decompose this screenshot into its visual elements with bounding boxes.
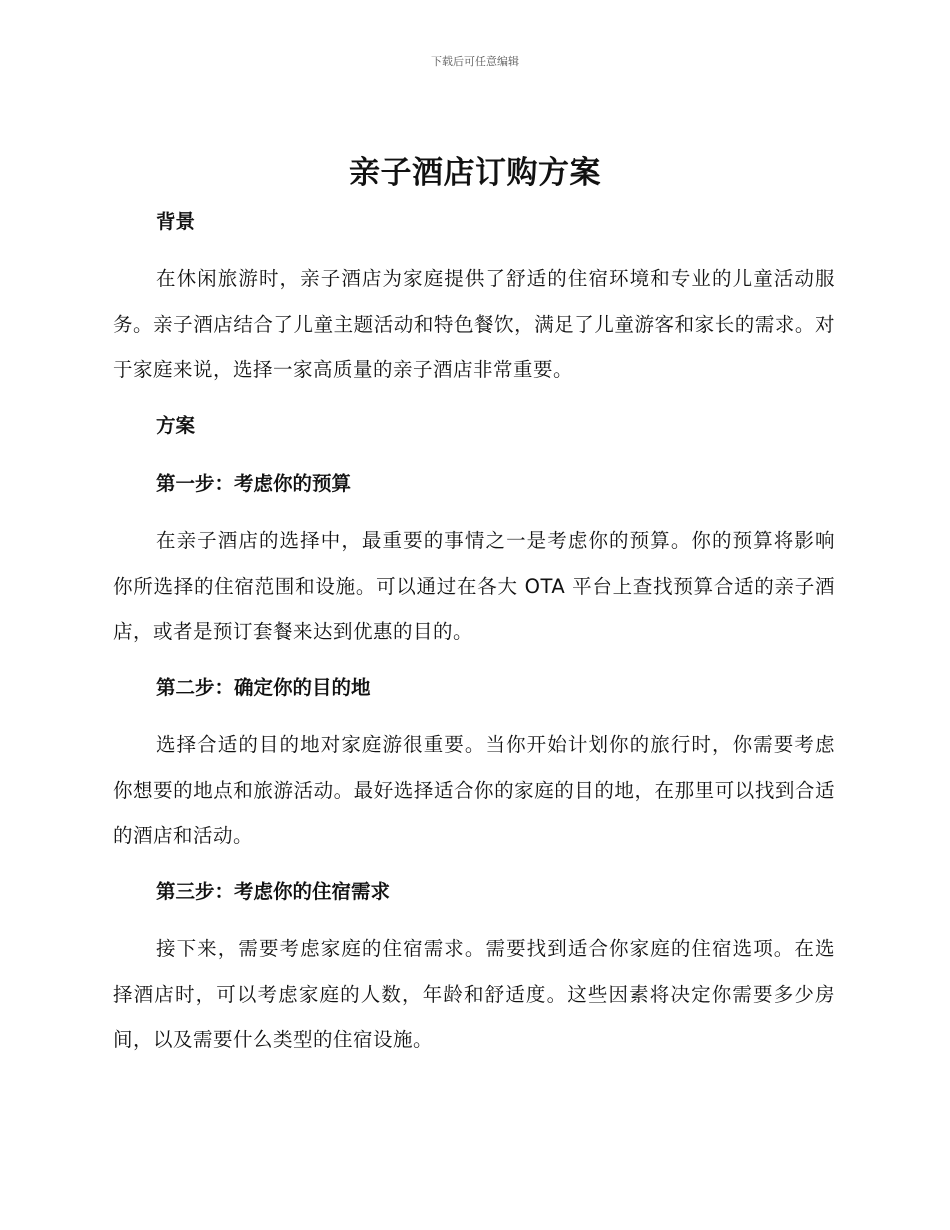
header-note: 下载后可任意编辑 (431, 55, 519, 68)
plan-heading: 方案 (156, 414, 196, 437)
step3-paragraph: 接下来，需要考虑家庭的住宿需求。需要找到适合你家庭的住宿选项。在选择酒店时，可以考虑家庭的人数，年龄和舒适度。这些因素将决定你需要多少房间，以及需要什么类型的住宿设施。 (113, 937, 835, 1051)
step2-heading: 第二步：确定你的目的地 (156, 676, 371, 699)
step1-paragraph: 在亲子酒店的选择中，最重要的事情之一是考虑你的预算。你的预算将影响你所选择的住宿范围和设施。可以通过在各大 OTA 平台上查找预算合适的亲子酒店，或者是预订套餐来达到优惠的目的。 (113, 529, 835, 643)
step1-heading: 第一步：考虑你的预算 (156, 472, 352, 495)
background-heading: 背景 (156, 210, 196, 233)
step2-paragraph: 选择合适的目的地对家庭游很重要。当你开始计划你的旅行时，你需要考虑你想要的地点和旅游活动。最好选择适合你的家庭的目的地，在那里可以找到合适的酒店和活动。 (113, 733, 835, 847)
document-title: 亲子酒店订购方案 (349, 155, 601, 191)
step3-heading: 第三步：考虑你的住宿需求 (156, 880, 391, 903)
background-paragraph: 在休闲旅游时，亲子酒店为家庭提供了舒适的住宿环境和专业的儿童活动服务。亲子酒店结合了儿童主题活动和特色餐饮，满足了儿童游客和家长的需求。对于家庭来说，选择一家高质量的亲子酒店非常重要。 (113, 267, 835, 381)
